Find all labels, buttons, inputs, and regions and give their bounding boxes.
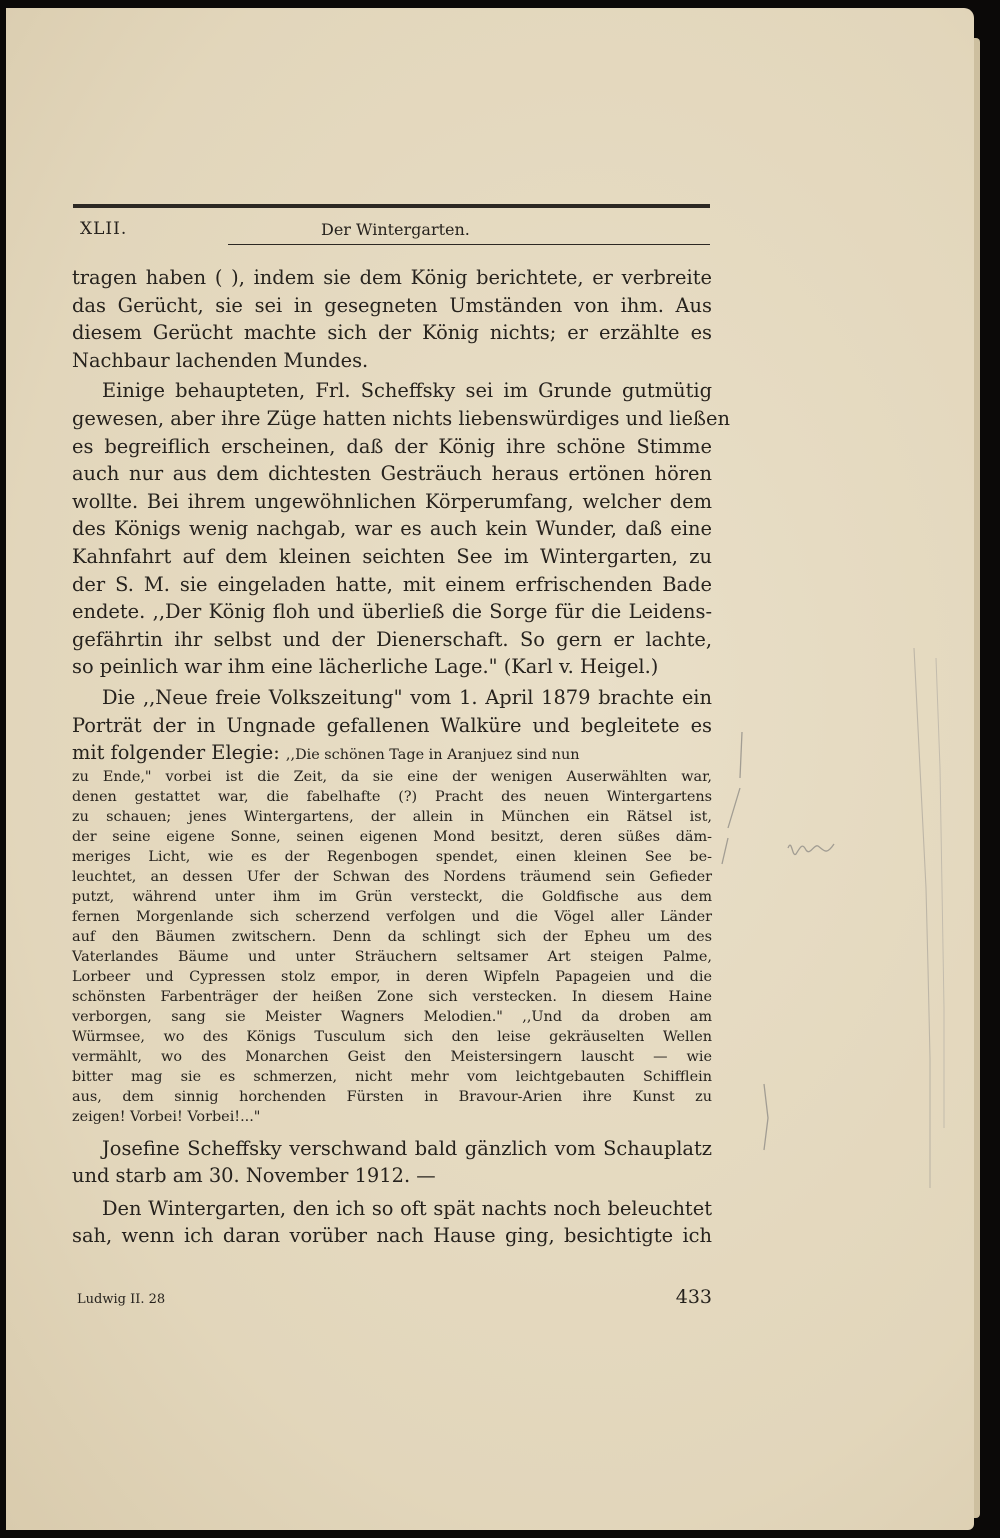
- elegie-intro: mit folgender Elegie:: [72, 741, 286, 765]
- text-line: Einige behaupteten, Frl. Scheffsky sei im Grunde gutmütig: [102, 379, 712, 403]
- header-rule-bottom: [228, 244, 710, 245]
- quote-line: zu Ende," vorbei ist die Zeit, da sie eine der wenigen Auserwählten war,: [72, 768, 712, 785]
- paragraph-4: [72, 1135, 712, 1190]
- text-line: des Königs wenig nachgab, war es auch kein Wunder, daß eine: [72, 517, 712, 541]
- paragraph-2: [72, 377, 730, 681]
- text-line-mixed: [72, 739, 712, 767]
- text-line: gewesen, aber ihre Züge hatten nichts liebenswürdiges und ließen: [72, 406, 730, 430]
- signature-mark: Ludwig II. 28: [77, 1292, 166, 1307]
- text-line: Die ,,Neue freie Volkszeitung" vom 1. April 1879 brachte ein: [102, 685, 712, 709]
- paragraph-1: [72, 264, 712, 374]
- quote-line: Lorbeer und Cypressen stolz empor, in deren Wipfeln Papageien und die: [72, 968, 712, 985]
- text-line: das Gerücht, sie sei in gesegneten Umständen von ihm. Aus: [72, 293, 712, 317]
- quote-line: leuchtet, an dessen Ufer der Schwan des Nordens träumend sein Gefieder: [72, 868, 712, 885]
- quote-line: fernen Morgenlande sich scherzend verfolgen und die Vögel aller Länder: [72, 908, 712, 925]
- quote-line: verborgen, sang sie Meister Wagners Melodien." ,,Und da droben am: [72, 1008, 712, 1025]
- quotation-block: [72, 767, 712, 1127]
- text-line: Josefine Scheffsky verschwand bald gänzlich vom Schauplatz: [102, 1136, 712, 1160]
- page-edge: [974, 38, 980, 1518]
- quote-line: der seine eigene Sonne, seinen eigenen Mond besitzt, deren süßes däm-: [72, 828, 712, 845]
- text-line: Den Wintergarten, den ich so oft spät nachts noch beleuchtet: [102, 1196, 712, 1220]
- quote-line: aus, dem sinnig horchenden Fürsten in Bravour-Arien ihre Kunst zu: [72, 1088, 712, 1105]
- text-line: auch nur aus dem dichtesten Gesträuch heraus ertönen hören: [72, 462, 712, 486]
- quote-start: ,,Die schönen Tage in Aranjuez sind nun: [285, 747, 580, 764]
- quote-line: meriges Licht, wie es der Regenbogen spendet, einen kleinen See be-: [72, 848, 712, 865]
- paragraph-5: [72, 1195, 712, 1250]
- page-number: 433: [675, 1286, 712, 1308]
- running-header: [73, 204, 710, 246]
- text-line: der S. M. sie eingeladen hatte, mit einem erfrischenden Bade: [72, 572, 712, 596]
- quote-line: zu schauen; jenes Wintergartens, der allein in München ein Rätsel ist,: [72, 808, 712, 825]
- text-line: es begreiflich erscheinen, daß der König ihre schöne Stimme: [72, 434, 712, 458]
- text-line: Nachbaur lachenden Mundes.: [72, 348, 369, 372]
- quote-line: denen gestattet war, die fabelhafte (?) Pracht des neuen Wintergartens: [72, 788, 712, 805]
- quote-line: zeigen! Vorbei! Vorbei!...": [72, 1108, 261, 1125]
- chapter-number: XLII.: [80, 219, 128, 239]
- header-row: [73, 208, 710, 246]
- text-line: so peinlich war ihm eine lächerliche Lage." (Karl v. Heigel.): [72, 655, 659, 679]
- text-line: und starb am 30. November 1912. —: [72, 1164, 436, 1188]
- quote-line: Vaterlandes Bäume und unter Sträuchern seltsamer Art steigen Palme,: [72, 948, 712, 965]
- book-page: [6, 8, 974, 1530]
- text-line: gefährtin ihr selbst und der Dienerschaft. So gern er lachte,: [72, 627, 712, 651]
- quote-line: auf den Bäumen zwitschern. Denn da schlingt sich der Epheu um des: [72, 928, 712, 945]
- running-title: Der Wintergarten.: [321, 220, 470, 239]
- text-line: tragen haben ( ), indem sie dem König berichtete, er verbreite: [72, 266, 712, 289]
- text-line: Porträt der in Ungnade gefallenen Walküre und begleitete es: [72, 713, 712, 737]
- text-line: sah, wenn ich daran vorüber nach Hause ging, besichtigte ich: [72, 1224, 712, 1248]
- text-line: wollte. Bei ihrem ungewöhnlichen Körperumfang, welcher dem: [72, 489, 712, 513]
- paragraph-3: [72, 684, 712, 767]
- quote-line: schönsten Farbenträger der heißen Zone sich verstecken. In diesem Haine: [72, 988, 712, 1005]
- page-footer: [77, 1286, 712, 1316]
- quote-line: vermählt, wo des Monarchen Geist den Meistersingern lauscht — wie: [72, 1048, 712, 1065]
- quote-line: Würmsee, wo des Königs Tusculum sich den leise gekräuselten Wellen: [72, 1028, 712, 1045]
- text-line: diesem Gerücht machte sich der König nichts; er erzählte es: [72, 321, 712, 345]
- quote-line: putzt, während unter ihm im Grün versteckt, die Goldfische aus dem: [72, 888, 712, 905]
- quote-line: bitter mag sie es schmerzen, nicht mehr vom leichtgebauten Schifflein: [72, 1068, 712, 1085]
- text-line: Kahnfahrt auf dem kleinen seichten See im Wintergarten, zu: [72, 544, 712, 568]
- page-body: [72, 264, 730, 1250]
- text-line: endete. ,,Der König floh und überließ die Sorge für die Leidens-: [72, 600, 712, 624]
